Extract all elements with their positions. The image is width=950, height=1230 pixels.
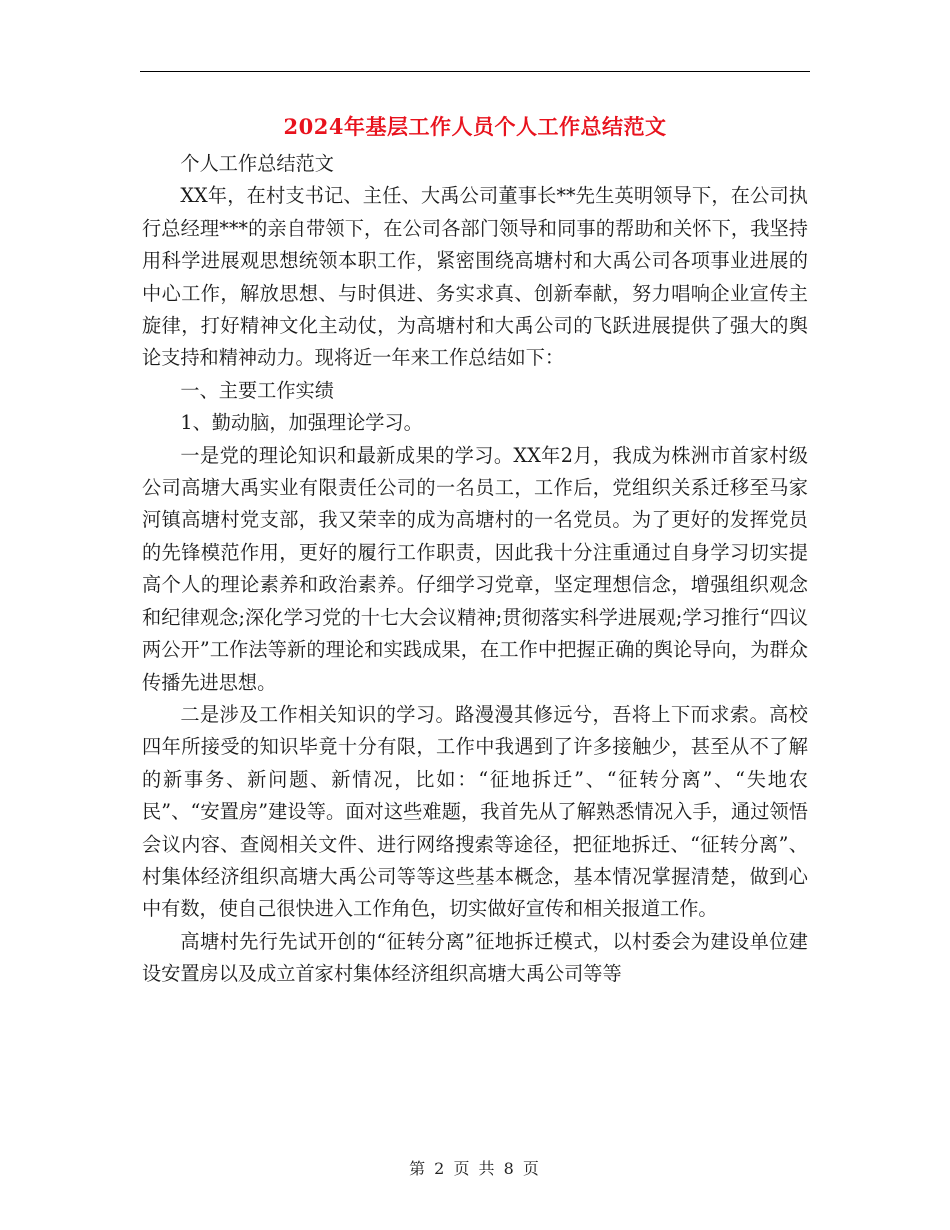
- subsection-heading: 1、勤动脑，加强理论学习。: [180, 411, 423, 435]
- paragraph-gaotang: 高塘村先行先试开创的“征转分离”征地拆迁模式，以村委会为建设单位建设安置房以及成立首家村集体经济组织高塘大禹公司等等: [142, 929, 808, 986]
- section-heading: 一、主要工作实绩: [180, 378, 334, 402]
- header-rule: [140, 71, 810, 72]
- document-title: 2024年基层工作人员个人工作总结范文: [283, 114, 667, 139]
- paragraph-work-knowledge: 二是涉及工作相关知识的学习。路漫漫其修远兮，吾将上下而求索。高校四年所接受的知识毕竟十分有限，工作中我遇到了许多接触少，甚至从不了解的新事务、新问题、新情况，比如：“征地拆迁”、“征转分离”、“失地农民”、“安置房”建设等。面对这些难题，我首先从了解熟悉情况入手，通过领悟会议内容、查阅相关文件、进行网络搜索等途径，把征地拆迁、“征转分离”、村集体经济组织高塘大禹公司等等这些基本概念，基本情况掌握清楚，做到心中有数，使自己很快进入工作角色，切实做好宣传和相关报道工作。: [142, 702, 808, 921]
- paragraph-theory-study: 一是党的理论知识和最新成果的学习。XX年2月，我成为株洲市首家村级公司高塘大禹实业有限责任公司的一名员工，工作后，党组织关系迁移至马家河镇高塘村党支部，我又荣幸的成为高塘村的一名党员。为了更好的发挥党员的先锋模范作用，更好的履行工作职责，因此我十分注重通过自身学习切实提高个人的理论素养和政治素养。仔细学习党章，坚定理想信念，增强组织观念和纪律观念;深化学习党的十七大会议精神;贯彻落实科学进展观;学习推行“四议两公开”工作法等新的理论和实践成果，在工作中把握正确的舆论导向，为群众传播先进思想。: [142, 443, 808, 694]
- document-body: [142, 148, 808, 991]
- page-footer: 第 2 页 共 8 页: [409, 1159, 541, 1178]
- paragraph-subtitle: 个人工作总结范文: [180, 152, 334, 175]
- paragraph-intro: XX年，在村支书记、主任、大禹公司董事长**先生英明领导下，在公司执行总经理***的亲自带领下，在公司各部门领导和同事的帮助和关怀下，我坚持用科学进展观思想统领本职工作，紧密围绕高塘村和大禹公司各项事业进展的中心工作，解放思想、与时俱进、务实求真、创新奉献，努力唱响企业宣传主旋律，打好精神文化主动仗，为高塘村和大禹公司的飞跃进展提供了强大的舆论支持和精神动力。现将近一年来工作总结如下：: [142, 184, 808, 370]
